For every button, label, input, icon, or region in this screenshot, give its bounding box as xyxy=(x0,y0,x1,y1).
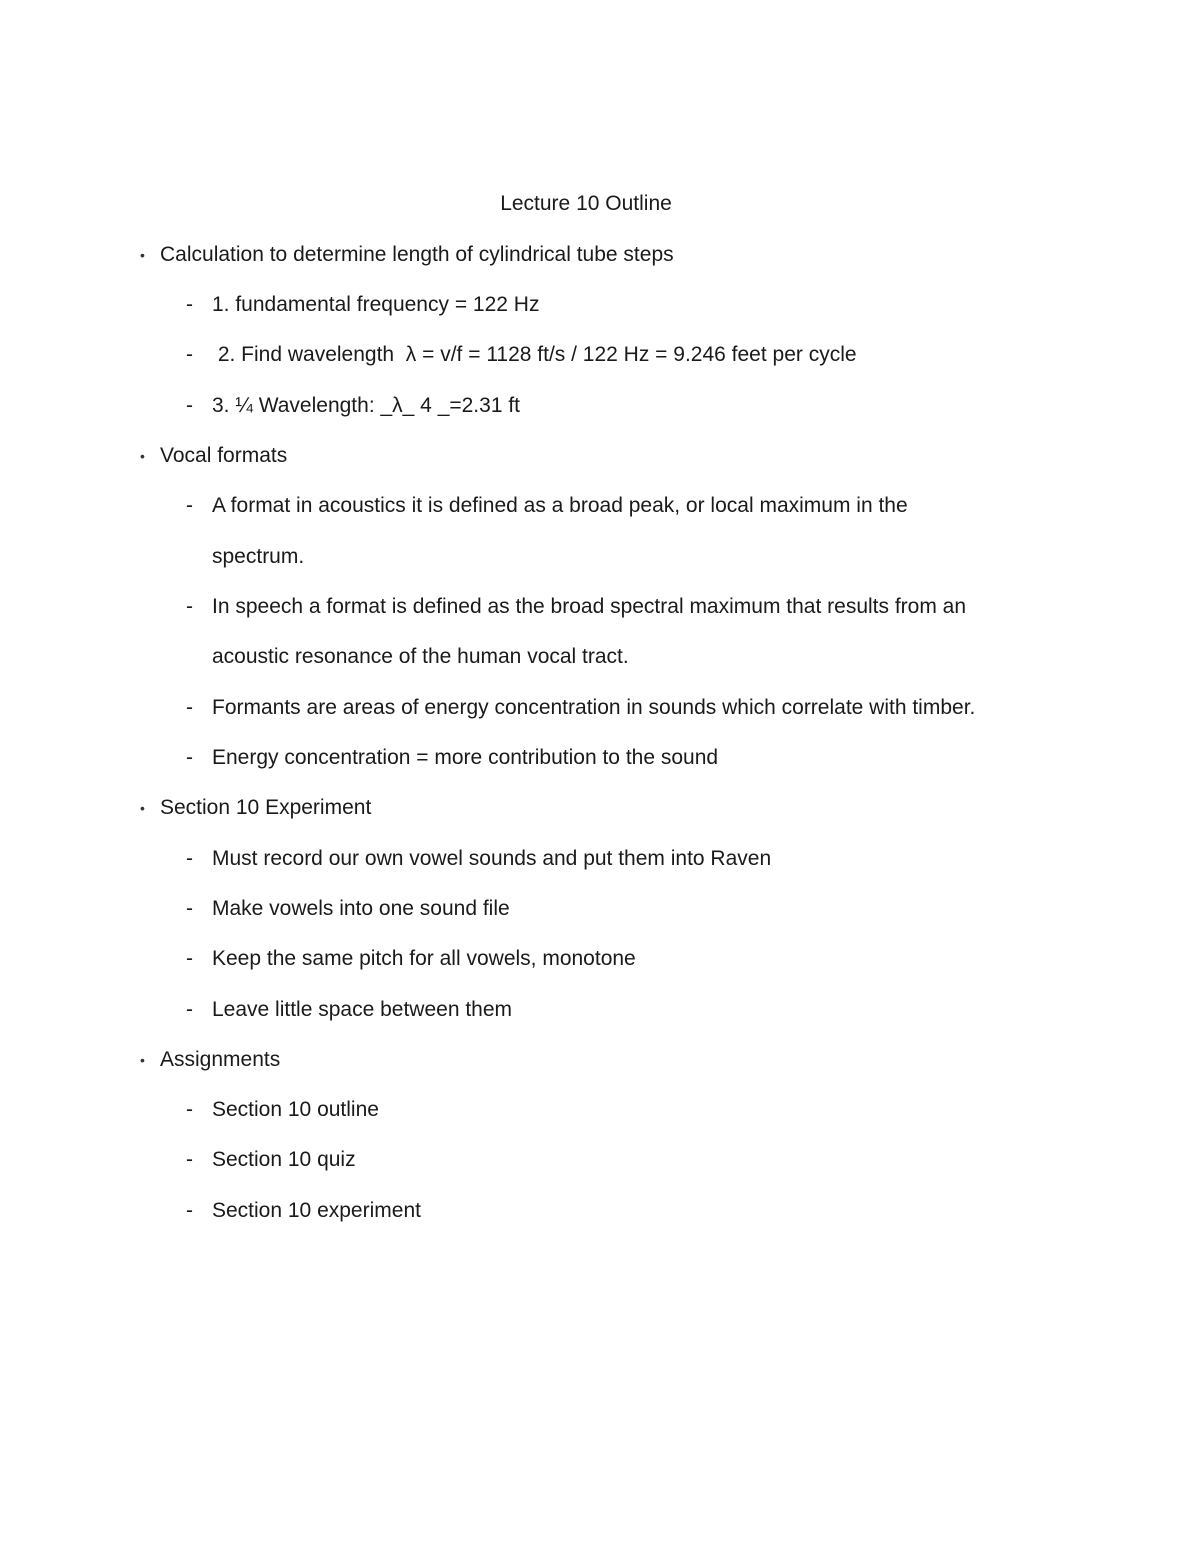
list-item: 1. fundamental frequency = 122 Hz xyxy=(212,293,540,316)
list-item: Must record our own vowel sounds and put them into Raven xyxy=(212,847,772,870)
dash-icon: - xyxy=(186,947,193,970)
list-item: Make vowels into one sound file xyxy=(212,897,510,920)
dash-icon: - xyxy=(186,394,193,417)
list-item: Leave little space between them xyxy=(212,998,513,1021)
list-item: 3. ¼ Wavelength: _λ_ 4 _=2.31 ft xyxy=(212,394,521,417)
dash-icon: - xyxy=(186,293,193,316)
dash-icon: - xyxy=(186,746,193,769)
dash-icon: - xyxy=(186,1199,193,1222)
section-heading-vocal-formats: Vocal formats xyxy=(160,444,288,467)
list-item: Energy concentration = more contribution to the sound xyxy=(212,746,719,769)
dash-icon: - xyxy=(186,897,193,920)
list-item: Section 10 quiz xyxy=(212,1148,356,1171)
bullet-icon: • xyxy=(140,448,145,464)
bullet-icon: • xyxy=(140,1052,145,1068)
dash-icon: - xyxy=(186,1148,193,1171)
dash-icon: - xyxy=(186,696,193,719)
dash-icon: - xyxy=(186,343,193,366)
section-heading-experiment: Section 10 Experiment xyxy=(160,796,372,819)
list-item: 2. Find wavelength λ = v/f = 1128 ft/s / 122 Hz = 9.246 feet per cycle xyxy=(212,343,857,366)
list-item: Section 10 outline xyxy=(212,1098,379,1121)
dash-icon: - xyxy=(186,494,193,517)
bullet-icon: • xyxy=(140,800,145,816)
dash-icon: - xyxy=(186,1098,193,1121)
list-item: In speech a format is defined as the broad spectral maximum that results from an xyxy=(212,595,967,618)
dash-icon: - xyxy=(186,847,193,870)
document-title: Lecture 10 Outline xyxy=(500,192,672,215)
list-item: Keep the same pitch for all vowels, monotone xyxy=(212,947,636,970)
list-item-continuation: spectrum. xyxy=(212,545,305,568)
list-item: A format in acoustics it is defined as a broad peak, or local maximum in the xyxy=(212,494,908,517)
dash-icon: - xyxy=(186,998,193,1021)
bullet-icon: • xyxy=(140,247,145,263)
dash-icon: - xyxy=(186,595,193,618)
list-item: Formants are areas of energy concentration in sounds which correlate with timber. xyxy=(212,696,976,719)
list-item-continuation: acoustic resonance of the human vocal tract. xyxy=(212,645,629,668)
section-heading-calculation: Calculation to determine length of cylindrical tube steps xyxy=(160,243,674,266)
list-item: Section 10 experiment xyxy=(212,1199,421,1222)
section-heading-assignments: Assignments xyxy=(160,1048,281,1071)
